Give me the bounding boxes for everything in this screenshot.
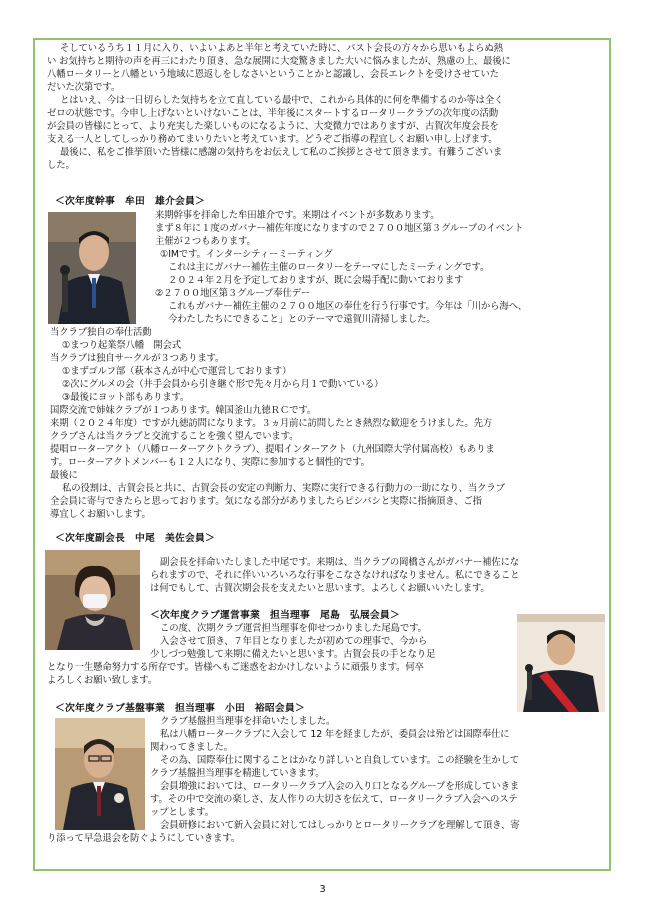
page-number: 3 [319,884,326,895]
intro-line: とはいえ、今は一日切らした気持ちを立て直している最中で、これから具体的に何を準備するのか等は全く [60,95,504,106]
kanji-line: 当クラブは独自サークルが３つあります。 [50,353,225,364]
kanji-line: 主催が２つもあります。 [155,236,256,247]
kanji-line: 来期幹事を拝命した牟田雄介です。来期はイベントが多数あります。 [155,210,440,221]
kiban-photo [55,718,145,830]
kanji-line: 今わたしたちにできること」とのテーマで遠賀川清掃しました。 [168,314,436,325]
unei-line: 少しづつ勉強して来期に備えたいと思います。古賀会長の手となり足 [150,649,436,660]
unei-photo [517,614,605,712]
kanji-line: 全会員に寄与できたらと思っております。気になる部分がありましたらピシバシと実際に指摘頂き、ご指 [50,496,482,507]
kiban-line: 私は八幡ロータークラブに入会して 12 年を経ましたが、委員会は殆どは国際奉仕に [160,729,510,740]
intro-line: 支える一人としてしっかり務めてまいりたいと考えています。どうぞご指導の程宜しくお願い申し上げます。 [47,134,498,145]
kanji-line: 導宜しくお願いします。 [50,509,151,520]
kanji-line: ③最後にヨット部もあります。 [62,392,190,403]
kanji-line: クラブさんは当クラブと交流することを強く望んでいます。 [50,431,299,442]
kanji-line: 国際交流で姉妹クラブが１つあります。韓国釜山九徳ＲＣです。 [50,405,317,416]
intro-line: い お気持ちと期待の声を再三にわたり頂き、急な展開に大変驚きました大いに悩みましたが、熟慮の上、最後に [47,56,511,67]
kiban-line: す。その中で交流の楽しさ、友人作りの大切さを伝えて、ロータリークラブ入会へのステ [150,794,518,805]
unei-line: よろしくお願い致します。 [47,675,157,686]
fukukaicho-line: られますので、それに伴いいろいろな行事をこなさなければなりません。私にできること [150,570,520,581]
intro-line: 八幡ロータリーと八幡という地域に恩返しをしなさいということかと認識し、会長エレクトを受けさせていた [47,69,499,80]
kiban-line: 会員研修において新入会員に対してはしっかりとロータリークラブを理解して頂き、寄 [160,820,520,831]
kiban-line: クラブ基盤担当理事を精進していきます。 [150,768,325,779]
kanji-line: これは主にガバナー補佐主催のロータリーをテーマにしたミーティングです。 [168,262,490,273]
kanji-line: ２０２４年２月を予定しておりますが、既に会場手配に動いております [168,275,464,286]
kiban-heading: ＜次年度クラブ基盤事業 担当理事 小田 裕昭会員＞ [55,703,305,714]
kiban-line: り添って早急退会を防ぐようにしていきます。 [47,833,240,844]
unei-line: となり一生懸命努力する所存です。皆様へもご迷惑をおかけしないように頑張ります。何卒 [47,662,424,673]
kanji-line: まず８年に１度のガバナー補佐年度になりますので２７００地区第３グループのイベント [155,223,524,234]
unei-line: この度、次期クラブ運営担当理事を仰せつかりました尾島です。 [160,623,427,634]
intro-line: そしているうち１１月に入り、いよいよあと半年と考えていた時に、パスト会長の方々から思いもよらぬ熱 [60,43,503,54]
kanji-line: 来期（２０２４年度）ですが九徳訪問になります。３ヵ月前に訪問したとき熱烈な歓迎をうけました。先方 [50,418,493,429]
kanji-line: これもガバナー補佐主催の２７００地区の奉仕を行う行事です。今年は「川から海へ、 [168,301,528,312]
kanji-heading: ＜次年度幹事 牟田 雄介会員＞ [55,196,205,207]
kanji-line: 私の役割は、古賀会長と共に、古賀会長の安定の判断力、実際に実行できる行動力の一助になり、当クラブ [62,483,505,494]
intro-line: した。 [47,160,75,171]
fukukaicho-heading: ＜次年度副会長 中尾 美佐会員＞ [55,533,215,544]
fukukaicho-photo [45,550,140,650]
kanji-line: ②２７００地区第３グループ奉仕デー [155,288,311,299]
kiban-line: 会員増強においては、ロータリークラブ入会の入り口となるグループを形成していきま [160,781,520,792]
kanji-line: ①まつり起業祭八幡 開会式 [62,340,181,351]
intro-line: だいた次第です。 [47,82,121,93]
kanji-line: 最後に [50,470,78,481]
kiban-line: ップとします。 [150,807,214,818]
kanji-line: ①IMです。インターシティーミーティング [160,249,333,260]
intro-line: 最後に、私をご推挙頂いた皆様に感謝の気持ちをお伝えして私のご挨拶とさせて頂きます。有難うございま [60,147,503,158]
unei-heading: ＜次年度クラブ運営事業 担当理事 尾島 弘展会員＞ [150,610,400,621]
kanji-line: 当クラブ独自の奉仕活動 [50,327,152,338]
kanji-line: 提唱ローターアクト（八幡ローターアクトクラブ）、提唱インターアクト（九州国際大学付属高校）もありま [50,444,495,455]
intro-line: ゼロの状態です。今申し上げないといけないことは、半年後にスタートするロータリークラブの次年度の活動 [47,108,498,119]
fukukaicho-line: は何でもして、古賀次期会長を支えたいと思います。よろしくお願いいたします。 [150,583,490,594]
intro-line: が会員の皆様にとって、より充実した楽しいものになるように、大変微力ではありますが、古賀次年度会長を [47,121,499,132]
kiban-line: クラブ基盤担当理事を拝命いたしました。 [160,716,336,727]
kiban-line: 関わってきました。 [150,742,233,753]
kanji-line: ②次にグルメの会（井手会員から引き継ぐ形で先々月から月１で動いている） [62,379,384,390]
fukukaicho-line: 副会長を拝命いたしました中尾です。来期は、当クラブの岡橋さんがガバナー補佐にな [160,557,520,568]
kanji-line: す。ローターアクトメンバーも１２人になり、実際に参加すると個性的です。 [50,457,370,468]
unei-line: 入会させて頂き、７年目となりましたが初めての理事で、今から [160,636,427,647]
kiban-line: その為、国際奉仕に関することはかなり詳しいと自負しています。この経験を生かして [160,755,520,766]
kanji-line: ①まずゴルフ部（萩本さんが中心で運営しております） [62,366,292,377]
kanji-photo [48,212,136,324]
